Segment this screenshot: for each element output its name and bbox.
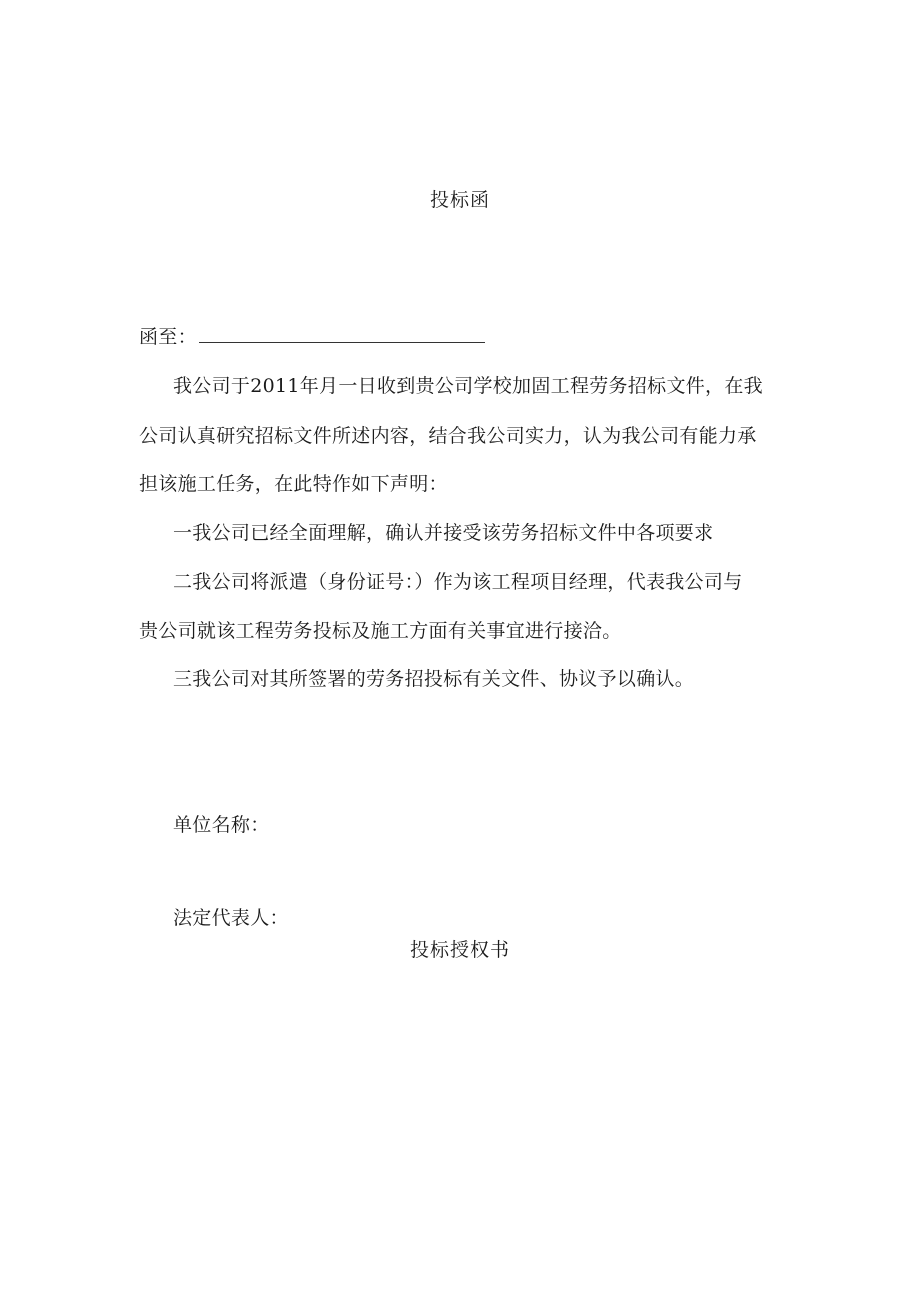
addressee-line (139, 322, 485, 349)
declaration-item2-line2: 贵公司就该工程劳务投标及施工方面有关事宜进行接洽。 (139, 620, 622, 642)
company-name-label: 单位名称： (173, 814, 270, 836)
addressee-label: 函至： (139, 326, 197, 348)
document-title: 投标函 (429, 189, 490, 211)
paragraph1-line1: 我公司于2011年月一日收到贵公司学校加固工程劳务招标文件，在我 (173, 375, 763, 397)
declaration-item1: 一我公司已经全面理解，确认并接受该劳务招标文件中各项要求 (173, 522, 714, 544)
addressee-blank (199, 326, 485, 343)
paragraph1-line3: 担该施工任务，在此特作如下声明： (139, 473, 448, 495)
declaration-item3: 三我公司对其所签署的劳务招投标有关文件、协议予以确认。 (173, 668, 695, 690)
legal-representative-label: 法定代表人： (173, 907, 289, 929)
declaration-item2-line1: 二我公司将派遣（身份证号：）作为该工程项目经理，代表我公司与 (173, 571, 743, 593)
authorization-title: 投标授权书 (409, 939, 510, 961)
paragraph1-line2: 公司认真研究招标文件所述内容，结合我公司实力，认为我公司有能力承 (139, 425, 757, 447)
